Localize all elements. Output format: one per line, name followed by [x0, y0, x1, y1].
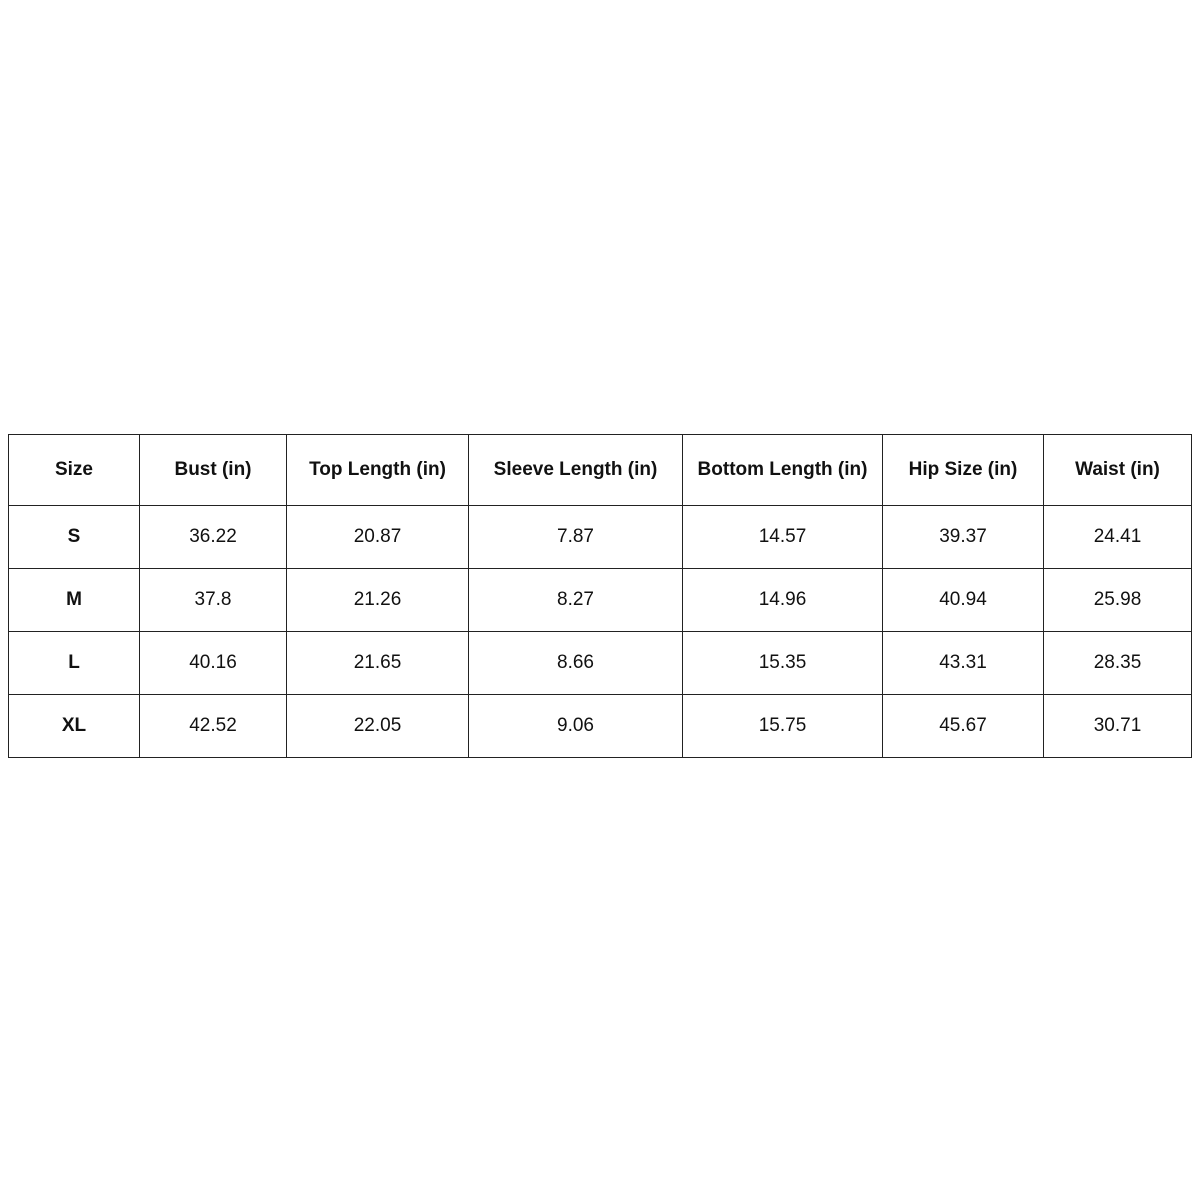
table-row — [9, 569, 1192, 632]
hip-size-value: 45.67 — [883, 695, 1044, 758]
header-sleeve-length: Sleeve Length (in) — [469, 435, 683, 506]
header-hip-size: Hip Size (in) — [883, 435, 1044, 506]
top-length-value: 21.65 — [287, 632, 469, 695]
sleeve-length-value: 8.66 — [469, 632, 683, 695]
table-row — [9, 506, 1192, 569]
size-label: XL — [9, 695, 140, 758]
size-label: L — [9, 632, 140, 695]
header-size: Size — [9, 435, 140, 506]
bottom-length-value: 14.57 — [683, 506, 883, 569]
hip-size-value: 39.37 — [883, 506, 1044, 569]
sleeve-length-value: 8.27 — [469, 569, 683, 632]
header-row — [9, 435, 1192, 506]
bust-value: 42.52 — [140, 695, 287, 758]
header-top-length: Top Length (in) — [287, 435, 469, 506]
top-length-value: 20.87 — [287, 506, 469, 569]
sleeve-length-value: 9.06 — [469, 695, 683, 758]
table-row — [9, 632, 1192, 695]
waist-value: 30.71 — [1044, 695, 1192, 758]
bust-value: 36.22 — [140, 506, 287, 569]
top-length-value: 22.05 — [287, 695, 469, 758]
size-label: S — [9, 506, 140, 569]
waist-value: 24.41 — [1044, 506, 1192, 569]
waist-value: 28.35 — [1044, 632, 1192, 695]
table-row — [9, 695, 1192, 758]
sleeve-length-value: 7.87 — [469, 506, 683, 569]
size-chart-table — [8, 434, 1192, 758]
header-bust: Bust (in) — [140, 435, 287, 506]
bottom-length-value: 14.96 — [683, 569, 883, 632]
waist-value: 25.98 — [1044, 569, 1192, 632]
size-label: M — [9, 569, 140, 632]
header-waist: Waist (in) — [1044, 435, 1192, 506]
top-length-value: 21.26 — [287, 569, 469, 632]
hip-size-value: 40.94 — [883, 569, 1044, 632]
bottom-length-value: 15.35 — [683, 632, 883, 695]
header-bottom-length: Bottom Length (in) — [683, 435, 883, 506]
hip-size-value: 43.31 — [883, 632, 1044, 695]
bust-value: 37.8 — [140, 569, 287, 632]
bottom-length-value: 15.75 — [683, 695, 883, 758]
bust-value: 40.16 — [140, 632, 287, 695]
